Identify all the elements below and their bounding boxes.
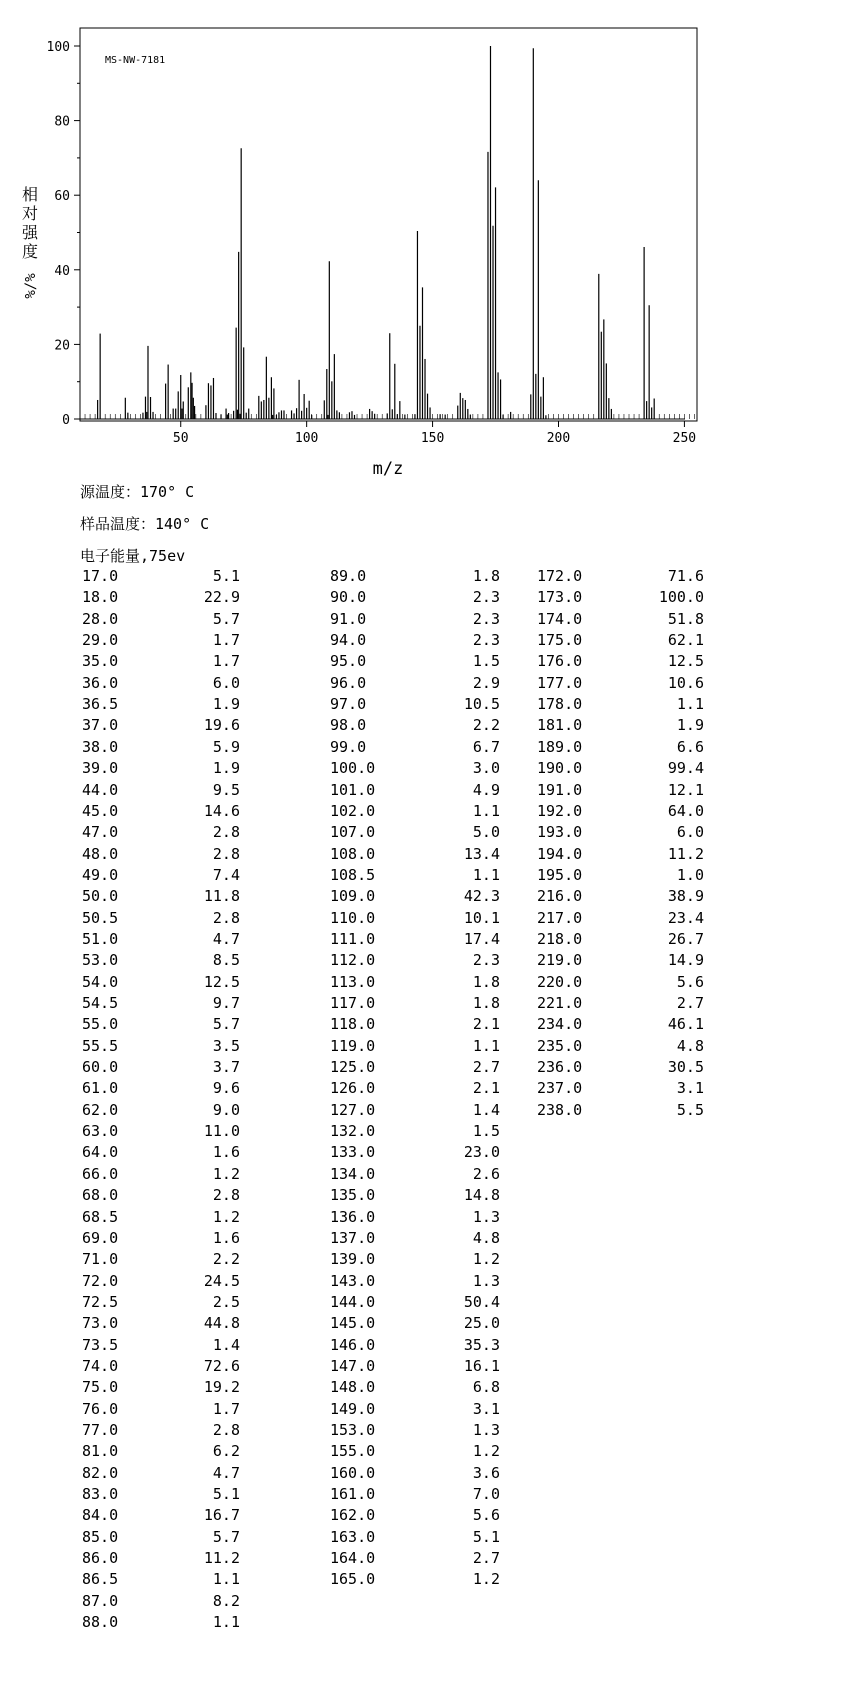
- table-mz-cell: 76.0: [82, 1399, 119, 1418]
- table-abundance-cell: 5.7: [212, 609, 240, 628]
- table-mz-cell: 108.0: [330, 844, 376, 863]
- table-mz-cell: 118.0: [330, 1015, 376, 1034]
- table-mz-cell: 190.0: [537, 759, 583, 778]
- table-mz-cell: 221.0: [537, 994, 583, 1012]
- table-mz-cell: 127.0: [330, 1100, 376, 1119]
- table-abundance-cell: 5.9: [212, 737, 240, 756]
- table-abundance-cell: 42.3: [463, 887, 500, 906]
- table-mz-cell: 173.0: [537, 588, 583, 607]
- table-mz-cell: 36.0: [82, 673, 119, 692]
- table-abundance-cell: 2.3: [472, 588, 500, 607]
- x-tick-label: 50: [172, 431, 189, 446]
- table-abundance-cell: 11.0: [203, 1122, 240, 1141]
- table-abundance-cell: 5.6: [472, 1506, 500, 1525]
- table-mz-cell: 83.0: [82, 1485, 119, 1504]
- table-mz-cell: 189.0: [537, 737, 583, 756]
- table-abundance-cell: 1.1: [676, 695, 704, 714]
- table-mz-cell: 108.5: [330, 865, 376, 884]
- table-abundance-cell: 2.6: [472, 1164, 500, 1183]
- x-tick-label: 250: [672, 431, 697, 446]
- table-abundance-cell: 6.7: [472, 737, 500, 756]
- table-mz-cell: 111.0: [330, 929, 376, 948]
- table-mz-cell: 29.0: [82, 631, 119, 650]
- table-mz-cell: 49.0: [82, 865, 119, 884]
- table-mz-cell: 94.0: [330, 631, 367, 650]
- table-mz-cell: 17.0: [82, 567, 119, 585]
- table-mz-cell: 35.0: [82, 652, 119, 671]
- table-mz-cell: 66.0: [82, 1164, 119, 1183]
- y-axis-label-char: 对: [21, 204, 39, 223]
- table-mz-cell: 55.5: [82, 1036, 119, 1055]
- table-mz-cell: 155.0: [330, 1442, 376, 1461]
- table-mz-cell: 110.0: [330, 908, 376, 927]
- table-abundance-cell: 8.5: [212, 951, 240, 970]
- table-abundance-cell: 2.2: [472, 716, 500, 735]
- table-abundance-cell: 13.4: [463, 844, 500, 863]
- table-mz-cell: 86.5: [82, 1570, 119, 1589]
- table-mz-cell: 216.0: [537, 887, 583, 906]
- table-abundance-cell: 2.8: [212, 908, 240, 927]
- table-mz-cell: 72.0: [82, 1271, 119, 1290]
- table-abundance-cell: 2.2: [212, 1250, 240, 1269]
- table-abundance-cell: 1.2: [472, 1442, 500, 1461]
- table-mz-cell: 147.0: [330, 1356, 376, 1375]
- table-abundance-cell: 1.1: [212, 1570, 240, 1589]
- table-abundance-cell: 1.9: [212, 759, 240, 778]
- table-mz-cell: 176.0: [537, 652, 583, 671]
- table-abundance-cell: 1.7: [212, 1399, 240, 1418]
- table-abundance-cell: 11.2: [667, 844, 704, 863]
- table-abundance-cell: 5.7: [212, 1015, 240, 1034]
- table-abundance-cell: 2.3: [472, 631, 500, 650]
- table-mz-cell: 73.0: [82, 1314, 119, 1333]
- table-abundance-cell: 1.2: [212, 1207, 240, 1226]
- table-mz-cell: 143.0: [330, 1271, 376, 1290]
- table-mz-cell: 77.0: [82, 1421, 119, 1439]
- table-mz-cell: 85.0: [82, 1527, 119, 1546]
- table-abundance-cell: 10.5: [463, 695, 500, 714]
- table-mz-cell: 117.0: [330, 994, 376, 1012]
- table-abundance-cell: 64.0: [667, 801, 704, 820]
- table-abundance-cell: 11.2: [203, 1549, 240, 1568]
- table-mz-cell: 100.0: [330, 759, 376, 778]
- table-abundance-cell: 6.2: [212, 1442, 240, 1461]
- y-axis-label-unit: %/%: [23, 273, 39, 299]
- table-mz-cell: 218.0: [537, 929, 583, 948]
- table-mz-cell: 153.0: [330, 1421, 376, 1439]
- x-tick-label: 100: [294, 431, 319, 446]
- table-abundance-cell: 72.6: [203, 1356, 240, 1375]
- table-abundance-cell: 1.1: [472, 865, 500, 884]
- table-abundance-cell: 9.7: [212, 994, 240, 1012]
- table-abundance-cell: 12.5: [203, 972, 240, 991]
- table-mz-cell: 71.0: [82, 1250, 119, 1269]
- table-abundance-cell: 14.9: [667, 951, 704, 970]
- x-tick-label: 200: [546, 431, 571, 446]
- y-tick-label: 100: [46, 40, 70, 55]
- table-mz-cell: 234.0: [537, 1015, 583, 1034]
- table-abundance-cell: 1.8: [472, 972, 500, 991]
- table-mz-cell: 88.0: [82, 1613, 119, 1632]
- table-mz-cell: 45.0: [82, 801, 119, 820]
- table-abundance-cell: 5.6: [676, 972, 704, 991]
- table-abundance-cell: 1.4: [472, 1100, 500, 1119]
- table-abundance-cell: 2.1: [472, 1079, 500, 1098]
- table-abundance-cell: 2.7: [472, 1549, 500, 1568]
- table-abundance-cell: 1.5: [472, 1122, 500, 1141]
- table-abundance-cell: 5.5: [676, 1100, 704, 1119]
- table-abundance-cell: 9.0: [212, 1100, 240, 1119]
- table-mz-cell: 192.0: [537, 801, 583, 820]
- table-mz-cell: 51.0: [82, 929, 119, 948]
- table-abundance-cell: 5.0: [472, 823, 500, 842]
- table-abundance-cell: 9.6: [212, 1079, 240, 1098]
- table-abundance-cell: 1.2: [212, 1164, 240, 1183]
- x-tick-label: 150: [420, 431, 445, 446]
- table-mz-cell: 36.5: [82, 695, 119, 714]
- table-mz-cell: 64.0: [82, 1143, 119, 1162]
- table-mz-cell: 194.0: [537, 844, 583, 863]
- table-abundance-cell: 4.8: [676, 1036, 704, 1055]
- table-mz-cell: 217.0: [537, 908, 583, 927]
- table-abundance-cell: 5.7: [212, 1527, 240, 1546]
- table-mz-cell: 55.0: [82, 1015, 119, 1034]
- table-mz-cell: 101.0: [330, 780, 376, 799]
- table-mz-cell: 149.0: [330, 1399, 376, 1418]
- table-abundance-cell: 4.7: [212, 1463, 240, 1482]
- table-abundance-cell: 1.7: [212, 652, 240, 671]
- table-mz-cell: 236.0: [537, 1058, 583, 1077]
- y-tick-label: 60: [54, 189, 70, 205]
- table-abundance-cell: 11.8: [203, 887, 240, 906]
- table-mz-cell: 38.0: [82, 737, 119, 756]
- table-abundance-cell: 1.4: [212, 1335, 240, 1354]
- table-mz-cell: 135.0: [330, 1186, 376, 1205]
- table-mz-cell: 238.0: [537, 1100, 583, 1119]
- y-axis-label-char: 强: [21, 223, 39, 242]
- table-mz-cell: 28.0: [82, 609, 119, 628]
- table-mz-cell: 177.0: [537, 673, 583, 692]
- table-abundance-cell: 14.8: [463, 1186, 500, 1205]
- table-abundance-cell: 14.6: [203, 801, 240, 820]
- table-abundance-cell: 10.6: [667, 673, 704, 692]
- table-abundance-cell: 1.3: [472, 1207, 500, 1226]
- table-abundance-cell: 2.1: [472, 1015, 500, 1034]
- table-mz-cell: 172.0: [537, 567, 583, 585]
- table-abundance-cell: 2.3: [472, 609, 500, 628]
- table-mz-cell: 53.0: [82, 951, 119, 970]
- table-abundance-cell: 3.6: [472, 1463, 500, 1482]
- table-abundance-cell: 2.3: [472, 951, 500, 970]
- table-mz-cell: 219.0: [537, 951, 583, 970]
- mass-spectrum-chart: [0, 0, 850, 480]
- table-mz-cell: 47.0: [82, 823, 119, 842]
- table-abundance-cell: 1.3: [472, 1421, 500, 1439]
- table-abundance-cell: 23.4: [667, 908, 704, 927]
- table-abundance-cell: 51.8: [667, 609, 704, 628]
- table-mz-cell: 81.0: [82, 1442, 119, 1461]
- y-axis: [47, 40, 80, 428]
- table-abundance-cell: 16.1: [463, 1356, 500, 1375]
- table-mz-cell: 165.0: [330, 1570, 376, 1589]
- table-abundance-cell: 1.9: [212, 695, 240, 714]
- table-mz-cell: 98.0: [330, 716, 367, 735]
- table-abundance-cell: 44.8: [203, 1314, 240, 1333]
- table-abundance-cell: 2.8: [212, 1186, 240, 1205]
- table-abundance-cell: 22.9: [203, 588, 240, 607]
- table-mz-cell: 119.0: [330, 1036, 376, 1055]
- table-abundance-cell: 3.5: [212, 1036, 240, 1055]
- table-abundance-cell: 100.0: [658, 588, 704, 607]
- table-mz-cell: 193.0: [537, 823, 583, 842]
- table-mz-cell: 174.0: [537, 609, 583, 628]
- table-mz-cell: 73.5: [82, 1335, 119, 1354]
- table-abundance-cell: 10.1: [463, 908, 500, 927]
- table-mz-cell: 54.0: [82, 972, 119, 991]
- table-abundance-cell: 9.5: [212, 780, 240, 799]
- table-abundance-cell: 1.1: [212, 1613, 240, 1632]
- table-mz-cell: 54.5: [82, 994, 119, 1012]
- table-mz-cell: 164.0: [330, 1549, 376, 1568]
- table-abundance-cell: 12.1: [667, 780, 704, 799]
- y-axis-label-char: 度: [21, 242, 39, 261]
- table-mz-cell: 134.0: [330, 1164, 376, 1183]
- spectrum-peaks: [98, 46, 655, 419]
- table-mz-cell: 63.0: [82, 1122, 119, 1141]
- table-abundance-cell: 1.6: [212, 1228, 240, 1247]
- table-mz-cell: 139.0: [330, 1250, 376, 1269]
- table-mz-cell: 69.0: [82, 1228, 119, 1247]
- table-mz-cell: 220.0: [537, 972, 583, 991]
- x-axis: [173, 421, 696, 446]
- chart-annotation: MS-NW-7181: [105, 55, 166, 66]
- table-abundance-cell: 1.8: [472, 567, 500, 585]
- table-mz-cell: 109.0: [330, 887, 376, 906]
- table-mz-cell: 50.5: [82, 908, 119, 927]
- table-abundance-cell: 1.1: [472, 801, 500, 820]
- table-abundance-cell: 2.8: [212, 1421, 240, 1439]
- y-tick-label: 20: [54, 338, 70, 354]
- table-mz-cell: 39.0: [82, 759, 119, 778]
- table-mz-cell: 84.0: [82, 1506, 119, 1525]
- table-mz-cell: 148.0: [330, 1378, 376, 1397]
- table-mz-cell: 195.0: [537, 865, 583, 884]
- table-mz-cell: 90.0: [330, 588, 367, 607]
- table-abundance-cell: 2.7: [676, 994, 704, 1012]
- table-abundance-cell: 7.0: [472, 1485, 500, 1504]
- table-mz-cell: 144.0: [330, 1292, 376, 1311]
- table-mz-cell: 74.0: [82, 1356, 119, 1375]
- table-mz-cell: 87.0: [82, 1591, 119, 1610]
- table-mz-cell: 113.0: [330, 972, 376, 991]
- table-abundance-cell: 1.8: [472, 994, 500, 1012]
- table-abundance-cell: 1.6: [212, 1143, 240, 1162]
- table-abundance-cell: 24.5: [203, 1271, 240, 1290]
- table-abundance-cell: 25.0: [463, 1314, 500, 1333]
- table-abundance-cell: 23.0: [463, 1143, 500, 1162]
- table-mz-cell: 102.0: [330, 801, 376, 820]
- table-abundance-cell: 17.4: [463, 929, 500, 948]
- table-mz-cell: 44.0: [82, 780, 119, 799]
- table-abundance-cell: 1.7: [212, 631, 240, 650]
- table-mz-cell: 133.0: [330, 1143, 376, 1162]
- table-mz-cell: 163.0: [330, 1527, 376, 1546]
- table-mz-cell: 160.0: [330, 1463, 376, 1482]
- table-mz-cell: 97.0: [330, 695, 367, 714]
- table-abundance-cell: 26.7: [667, 929, 704, 948]
- plot-frame: [80, 28, 697, 421]
- table-abundance-cell: 1.2: [472, 1250, 500, 1269]
- table-abundance-cell: 3.1: [472, 1399, 500, 1418]
- table-mz-cell: 235.0: [537, 1036, 583, 1055]
- table-abundance-cell: 99.4: [667, 759, 704, 778]
- table-abundance-cell: 2.5: [212, 1292, 240, 1311]
- table-abundance-cell: 35.3: [463, 1335, 500, 1354]
- table-mz-cell: 161.0: [330, 1485, 376, 1504]
- table-mz-cell: 95.0: [330, 652, 367, 671]
- table-mz-cell: 18.0: [82, 588, 119, 607]
- table-mz-cell: 62.0: [82, 1100, 119, 1119]
- table-abundance-cell: 6.6: [676, 737, 704, 756]
- table-abundance-cell: 16.7: [203, 1506, 240, 1525]
- table-mz-cell: 137.0: [330, 1228, 376, 1247]
- source-temperature: 源温度：170° C: [80, 483, 195, 501]
- table-mz-cell: 91.0: [330, 609, 367, 628]
- table-abundance-cell: 5.1: [472, 1527, 500, 1546]
- table-abundance-cell: 2.7: [472, 1058, 500, 1077]
- table-mz-cell: 145.0: [330, 1314, 376, 1333]
- table-abundance-cell: 8.2: [212, 1591, 240, 1610]
- table-mz-cell: 191.0: [537, 780, 583, 799]
- table-abundance-cell: 1.9: [676, 716, 704, 735]
- table-abundance-cell: 12.5: [667, 652, 704, 671]
- table-mz-cell: 75.0: [82, 1378, 119, 1397]
- table-mz-cell: 72.5: [82, 1292, 119, 1311]
- table-mz-cell: 178.0: [537, 695, 583, 714]
- table-abundance-cell: 1.0: [676, 865, 704, 884]
- x-axis-label: m/z: [372, 459, 404, 479]
- table-mz-cell: 96.0: [330, 673, 367, 692]
- table-mz-cell: 162.0: [330, 1506, 376, 1525]
- table-abundance-cell: 1.2: [472, 1570, 500, 1589]
- table-abundance-cell: 7.4: [212, 865, 240, 884]
- electron-energy: 电子能量,75ev: [80, 547, 186, 565]
- table-mz-cell: 112.0: [330, 951, 376, 970]
- table-mz-cell: 89.0: [330, 567, 367, 585]
- table-abundance-cell: 2.8: [212, 823, 240, 842]
- table-abundance-cell: 1.5: [472, 652, 500, 671]
- table-mz-cell: 50.0: [82, 887, 119, 906]
- table-mz-cell: 48.0: [82, 844, 119, 863]
- table-abundance-cell: 3.7: [212, 1058, 240, 1077]
- table-mz-cell: 68.5: [82, 1207, 119, 1226]
- table-mz-cell: 132.0: [330, 1122, 376, 1141]
- table-abundance-cell: 71.6: [667, 567, 704, 585]
- table-abundance-cell: 19.6: [203, 716, 240, 735]
- table-abundance-cell: 6.0: [676, 823, 704, 842]
- table-mz-cell: 99.0: [330, 737, 367, 756]
- y-tick-label: 80: [54, 114, 70, 130]
- sample-temperature: 样品温度：140° C: [80, 515, 210, 533]
- table-abundance-cell: 30.5: [667, 1058, 704, 1077]
- table-abundance-cell: 3.1: [676, 1079, 704, 1098]
- table-abundance-cell: 6.8: [472, 1378, 500, 1397]
- table-mz-cell: 82.0: [82, 1463, 119, 1482]
- table-mz-cell: 146.0: [330, 1335, 376, 1354]
- table-mz-cell: 107.0: [330, 823, 376, 842]
- table-abundance-cell: 46.1: [667, 1015, 704, 1034]
- table-abundance-cell: 5.1: [212, 567, 240, 585]
- y-tick-label: 0: [62, 413, 70, 428]
- table-mz-cell: 181.0: [537, 716, 583, 735]
- table-mz-cell: 126.0: [330, 1079, 376, 1098]
- table-abundance-cell: 5.1: [212, 1485, 240, 1504]
- table-mz-cell: 68.0: [82, 1186, 119, 1205]
- table-abundance-cell: 4.7: [212, 929, 240, 948]
- y-axis-label: [22, 185, 39, 299]
- table-abundance-cell: 6.0: [212, 673, 240, 692]
- y-tick-label: 40: [54, 263, 70, 279]
- table-abundance-cell: 2.9: [472, 673, 500, 692]
- table-mz-cell: 86.0: [82, 1549, 119, 1568]
- table-mz-cell: 61.0: [82, 1079, 119, 1098]
- table-abundance-cell: 38.9: [667, 887, 704, 906]
- table-mz-cell: 175.0: [537, 631, 583, 650]
- table-mz-cell: 37.0: [82, 716, 119, 735]
- table-mz-cell: 237.0: [537, 1079, 583, 1098]
- table-mz-cell: 136.0: [330, 1207, 376, 1226]
- table-mz-cell: 125.0: [330, 1058, 376, 1077]
- y-axis-label-char: 相: [21, 185, 39, 204]
- table-abundance-cell: 1.3: [472, 1271, 500, 1290]
- table-abundance-cell: 50.4: [463, 1292, 500, 1311]
- table-mz-cell: 60.0: [82, 1058, 119, 1077]
- table-abundance-cell: 4.8: [472, 1228, 500, 1247]
- table-abundance-cell: 4.9: [472, 780, 500, 799]
- table-abundance-cell: 62.1: [667, 631, 704, 650]
- table-abundance-cell: 3.0: [472, 759, 500, 778]
- table-abundance-cell: 2.8: [212, 844, 240, 863]
- table-abundance-cell: 19.2: [203, 1378, 240, 1397]
- table-abundance-cell: 1.1: [472, 1036, 500, 1055]
